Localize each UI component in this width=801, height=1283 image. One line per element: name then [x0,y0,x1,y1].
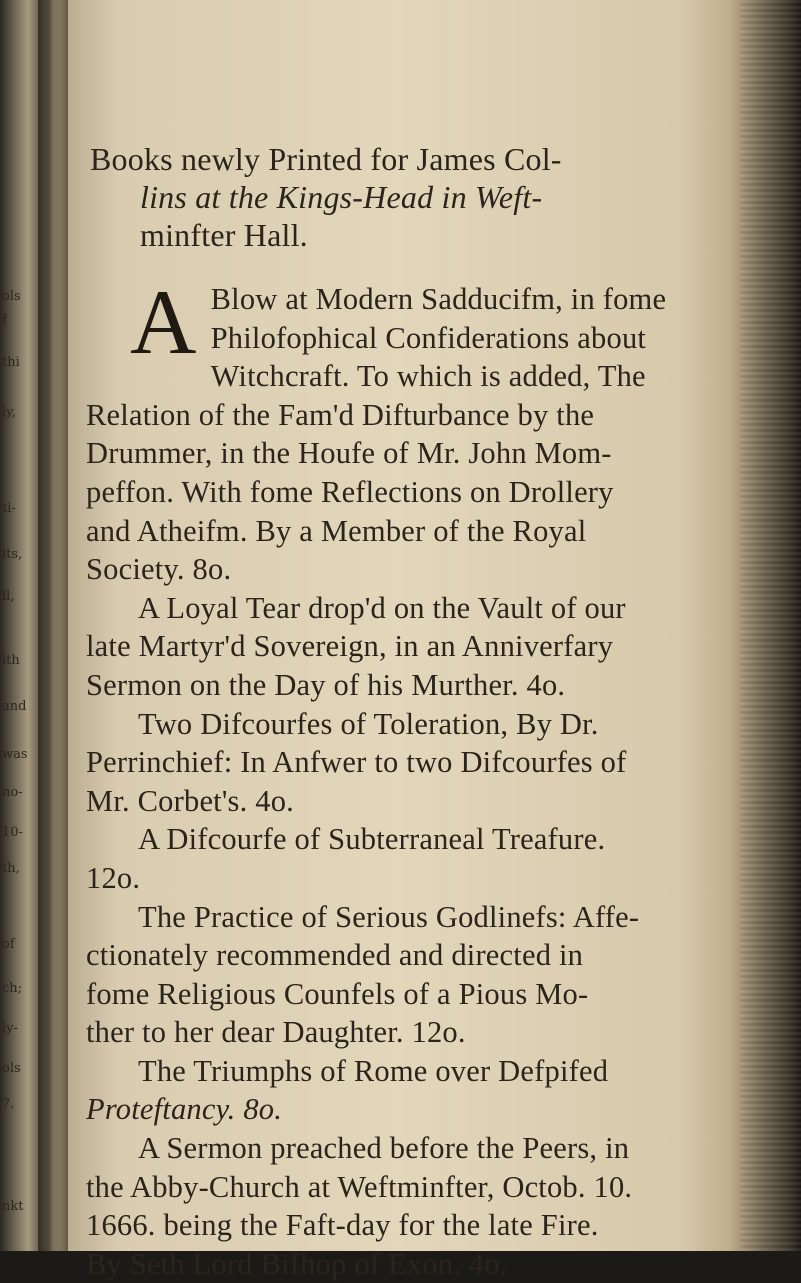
margin-fragment: ith [2,653,20,668]
page-edge [741,0,801,1251]
margin-fragment: th, [2,861,20,876]
book-entry [86,820,746,897]
margin-fragment: ols [2,289,21,304]
entry-line: late Martyr'd Sovereign, in an Anniverfary [86,629,614,664]
margin-fragment: 7. [2,1097,15,1112]
entry-line: The Practice of Serious Godlinefs: Affe- [138,899,640,934]
entry-line: 12o. [86,860,141,895]
entry-line: Perrinchief: In Anfwer to two Difcourfes of [86,745,627,780]
entry-line: Proteftancy. 8o. [86,1092,283,1127]
entry-line: A Loyal Tear drop'd on the Vault of our [138,590,626,625]
margin-fragment: was [2,747,28,762]
margin-fragment: of [2,937,15,952]
margin-fragment: no- [2,785,23,800]
entry-line: Sermon on the Day of his Murther. 4o. [86,667,566,702]
margin-fragment: and [2,699,27,714]
margin-fragment: ly- [2,1021,18,1036]
page-text [86,140,746,1283]
entry-line: Philofophical Confiderations about [210,320,647,355]
entry-line: Mr. Corbet's. 4o. [86,783,294,818]
page-heading [90,140,746,254]
book-entry [86,271,746,589]
entry-line: Society. 8o. [86,552,232,587]
book-entry [86,589,746,705]
margin-fragment: 10- [2,825,23,840]
book-gutter-shadow [38,0,68,1251]
heading-line: minfter Hall. [140,217,308,253]
entry-line: 1666. being the Faft-day for the late Fire. [86,1208,599,1243]
book-entry [86,1052,746,1129]
drop-cap: A [130,271,197,373]
entry-line: the Abby-Church at Weftminfter, Octob. 10. [86,1169,633,1204]
entry-line: peffon. With fome Reflections on Drollery [86,474,614,509]
heading-line: Books newly Printed for James Col- [90,141,562,177]
book-entry [86,898,746,1052]
margin-fragment: nkt [2,1199,24,1214]
margin-fragment: ly, [2,405,16,420]
margin-fragment: f [2,313,7,328]
entry-line: and Atheifm. By a Member of the Royal [86,513,587,548]
entry-line: fome Religious Counfels of a Pious Mo- [86,976,589,1011]
margin-fragment: thi [2,355,20,370]
entry-line: Witchcraft. To which is added, The [210,359,646,394]
margin-fragment: its, [2,547,23,562]
entry-line: A Sermon preached before the Peers, in [138,1131,630,1166]
margin-fragment: ti- [2,501,16,516]
entry-line: By Seth Lord Bifhop of Exon. 4o. [86,1246,508,1281]
entry-line: Drummer, in the Houfe of Mr. John Mom- [86,436,612,471]
margin-fragment: ll, [2,589,15,604]
heading-line: lins at the Kings-Head in Weft- [140,179,543,215]
margin-fragment: ols [2,1061,21,1076]
book-entry [86,1129,746,1283]
entry-line: The Triumphs of Rome over Defpifed [138,1053,609,1088]
entry-line: Two Difcourfes of Toleration, By Dr. [138,706,599,741]
entry-line: ther to her dear Daughter. 12o. [86,1015,466,1050]
entry-line: ctionately recommended and directed in [86,938,584,973]
entry-line: Relation of the Fam'd Difturbance by the [86,397,595,432]
entry-line: A Difcourfe of Subterraneal Treafure. [138,822,606,857]
book-entry [86,705,746,821]
margin-fragment: ch; [2,981,23,996]
entry-line: Blow at Modern Sadducifm, in fome [210,282,667,316]
